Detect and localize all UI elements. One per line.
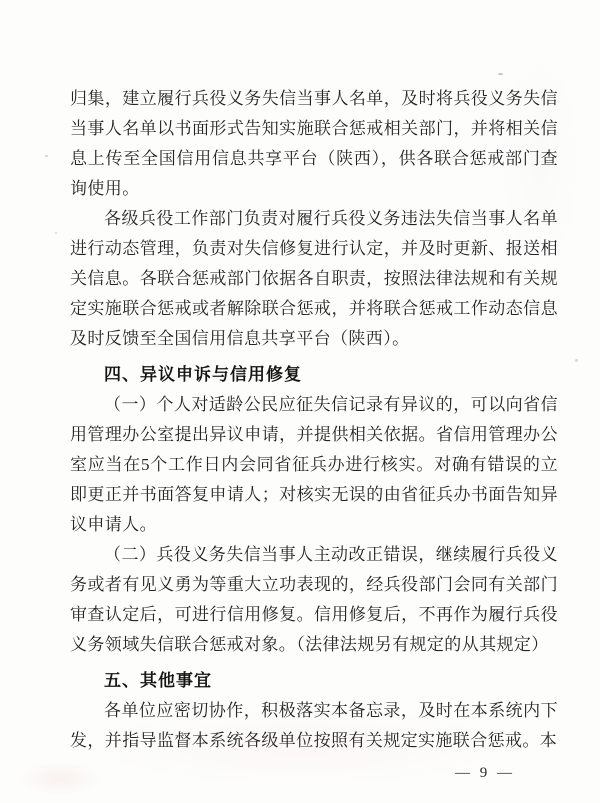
scan-speckle xyxy=(498,73,503,75)
paragraph-item-2: （二）兵役义务失信当事人主动改正错误，继续履行兵役义务或者有见义勇为等重大立功表现的，经兵役部门会同有关部门审查认定后，可进行信用修复。信用修复后，不再作为履行兵役义务领域失信联合惩戒对象。（法律法规另有规定的从其规定） xyxy=(70,545,558,654)
scan-speckle xyxy=(575,359,578,362)
section-heading-5: 五、其他事宜 xyxy=(104,671,212,690)
scan-speckle xyxy=(45,155,48,157)
paragraph-item-1: （一）个人对适龄公民应征失信记录有异议的，可以向省信用管理办公室提出异议申请，并提供相关依据。省信用管理办公室应当在5个工作日内会同省征兵办进行核实。对确有错误的立即更正并书面答复申请人；对核实无误的由省征兵办书面告知异议申请人。 xyxy=(70,395,558,534)
section-heading-4: 四、异议申诉与信用修复 xyxy=(104,365,302,384)
scan-speckle xyxy=(55,232,57,234)
document-body xyxy=(70,84,558,756)
paragraph: 各级兵役工作部门负责对履行兵役义务违法失信当事人名单进行动态管理，负责对失信修复进行认定，并及时更新、报送相关信息。各联合惩戒部门依据各自职责，按照法律法规和有关规定实施联合惩戒或者解除联合惩戒，并将联合惩戒工作动态信息及时反馈至全国信用信息共享平台（陕西）。 xyxy=(70,209,558,348)
paragraph-continuation: 归集，建立履行兵役义务失信当事人名单，及时将兵役义务失信当事人名单以书面形式告知实施联合惩戒相关部门，并将相关信息上传至全国信用信息共享平台（陕西），供各联合惩戒部门查询使用。 xyxy=(70,89,558,198)
closing-paragraph: 各单位应密切协作，积极落实本备忘录，及时在本系统内下发，并指导监督本系统各级单位按照有关规定实施联合惩戒。本 xyxy=(70,701,558,750)
page-number: — 9 — xyxy=(455,765,515,781)
